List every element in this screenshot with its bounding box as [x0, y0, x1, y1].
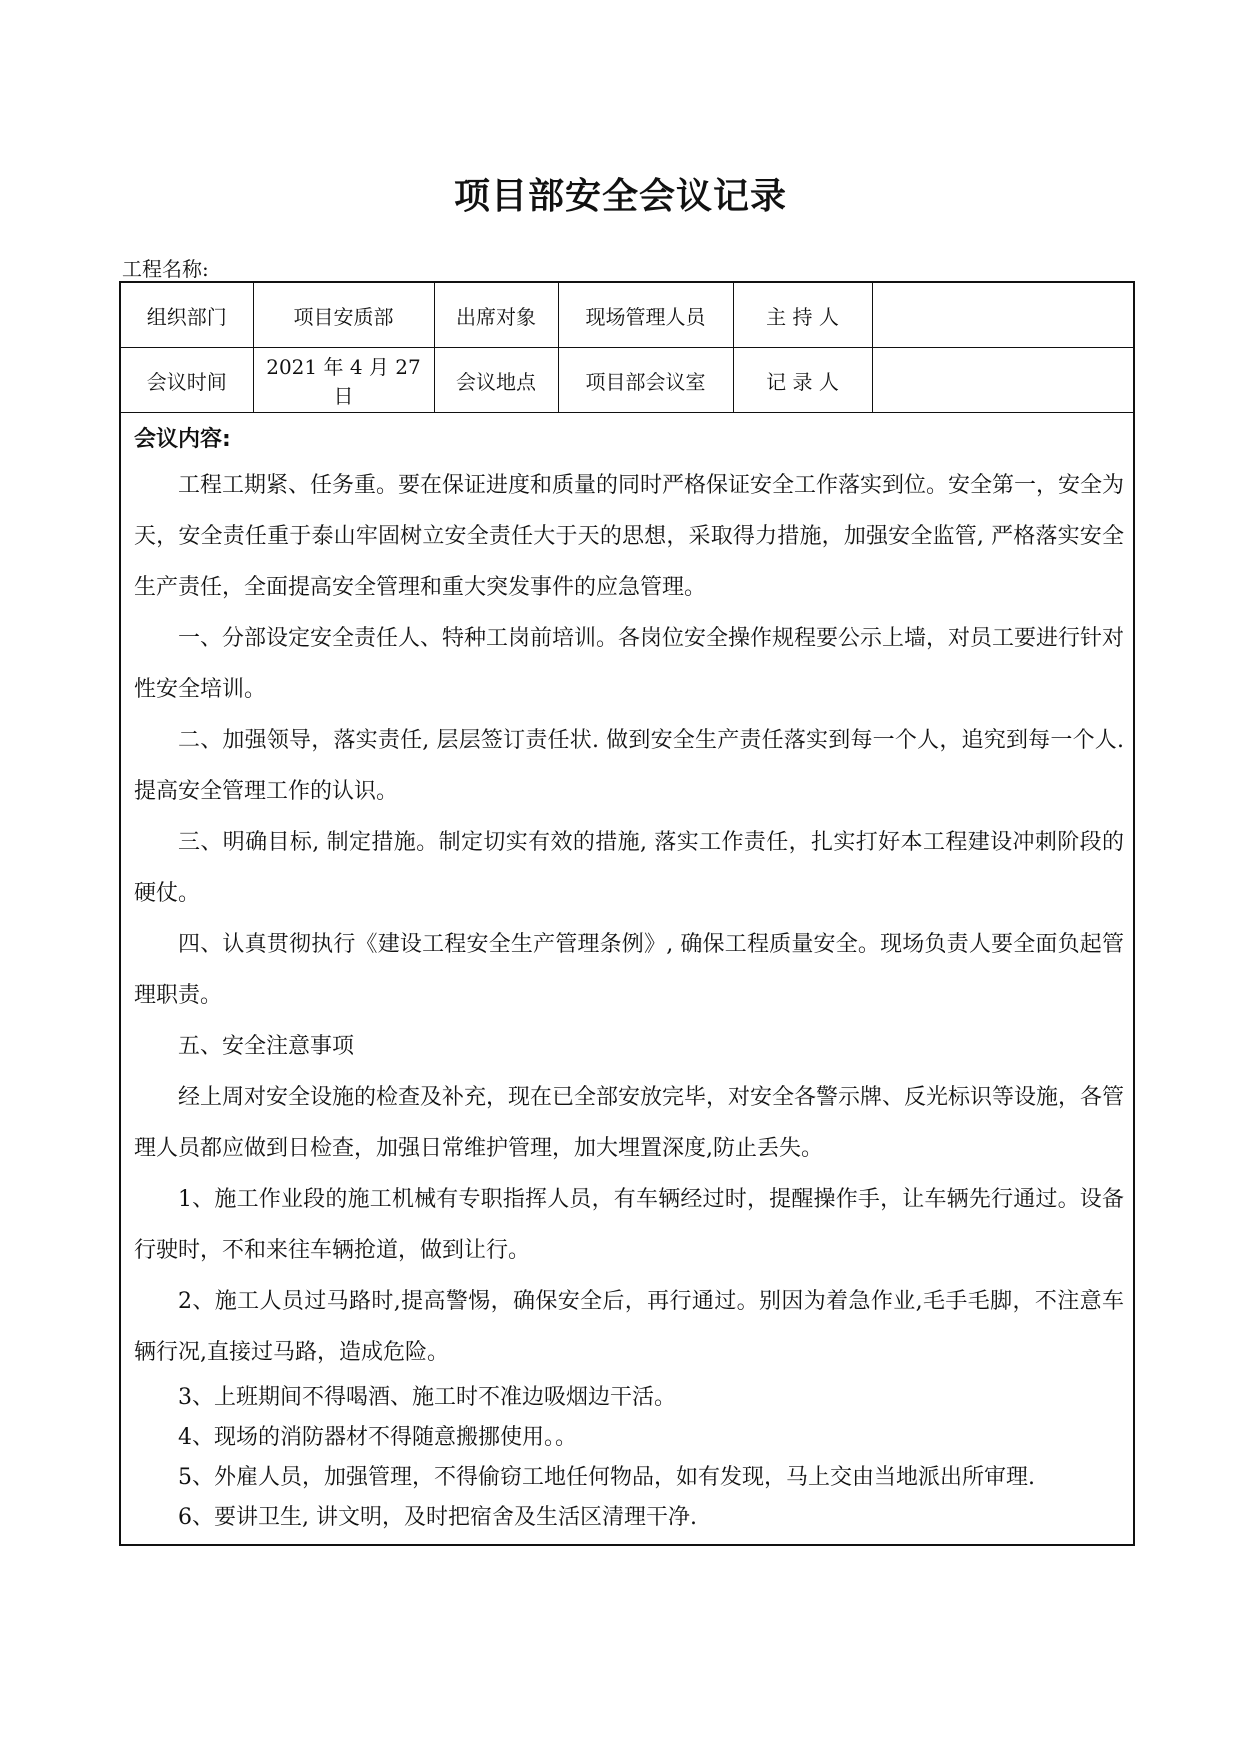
- table-row: [121, 283, 1133, 348]
- content-paragraph-item-4: 四、认真贯彻执行《建设工程安全生产管理条例》, 确保工程质量安全。现场负责人要全面负起管理职责。: [134, 932, 1124, 1008]
- time-value: 2021 年 4 月 27 日: [253, 348, 434, 413]
- attendees-label: 出席对象: [434, 283, 558, 348]
- content-paragraph-intro: 工程工期紧、任务重。要在保证进度和质量的同时严格保证安全工作落实到位。安全第一，安全为天，安全责任重于泰山牢固树立安全责任大于天的思想，采取得力措施，加强安全监管, 严格落实安全生产责任，全面提高安全管理和重大突发事件的应急管理。: [134, 473, 1125, 600]
- content-paragraph-rule-3: 3、上班期间不得喝酒、施工时不准边吸烟边干活。: [178, 1385, 676, 1410]
- content-paragraph-rule-1: 1、施工作业段的施工机械有专职指挥人员，有车辆经过时，提醒操作手，让车辆先行通过。设备行驶时，不和来往车辆抢道，做到让行。: [134, 1187, 1124, 1263]
- recorder-label: 记 录 人: [733, 348, 872, 413]
- place-value: 项目部会议室: [558, 348, 733, 413]
- org-value: 项目安质部: [253, 283, 434, 348]
- recorder-value: [872, 348, 1133, 413]
- content-heading: 会议内容:: [134, 427, 231, 452]
- content-paragraph-item-2: 二、加强领导，落实责任, 层层签订责任状. 做到安全生产责任落实到每一个人，追究到每一个人. 提高安全管理工作的认识。: [134, 728, 1124, 804]
- meeting-info-table: [121, 283, 1133, 413]
- content-paragraph-item-1: 一、分部设定安全责任人、特种工岗前培训。各岗位安全操作规程要公示上墙，对员工要进行针对性安全培训。: [134, 626, 1125, 702]
- content-paragraph-safety-check: 经上周对安全设施的检查及补充，现在已全部安放完毕，对安全各警示牌、反光标识等设施，各管理人员都应做到日检查，加强日常维护管理，加大埋置深度,防止丢失。: [134, 1085, 1125, 1161]
- meeting-record-frame: [119, 281, 1135, 1546]
- content-paragraph-item-3: 三、明确目标, 制定措施。制定切实有效的措施, 落实工作责任，扎实打好本工程建设冲刺阶段的硬仗。: [134, 830, 1124, 906]
- host-value: [872, 283, 1133, 348]
- place-label: 会议地点: [434, 348, 558, 413]
- content-paragraph-rule-6: 6、要讲卫生, 讲文明，及时把宿舍及生活区清理干净.: [178, 1505, 697, 1530]
- attendees-value: 现场管理人员: [558, 283, 733, 348]
- time-label: 会议时间: [121, 348, 253, 413]
- content-paragraph-item-5: 五、安全注意事项: [178, 1034, 355, 1059]
- table-row: [121, 348, 1133, 413]
- content-paragraph-rule-2: 2、施工人员过马路时,提高警惕，确保安全后，再行通过。别因为着急作业,毛手毛脚，不注意车辆行况,直接过马路，造成危险。: [134, 1289, 1124, 1365]
- host-label: 主 持 人: [733, 283, 872, 348]
- document-title: 项目部安全会议记录: [453, 176, 787, 217]
- project-name-label: 工程名称:: [122, 257, 209, 281]
- content-paragraph-rule-4: 4、现场的消防器材不得随意搬挪使用。。: [178, 1425, 577, 1450]
- content-paragraph-rule-5: 5、外雇人员，加强管理，不得偷窃工地任何物品，如有发现，马上交由当地派出所审理.: [178, 1465, 1035, 1490]
- meeting-content: [134, 420, 1124, 1538]
- org-label: 组织部门: [121, 283, 253, 348]
